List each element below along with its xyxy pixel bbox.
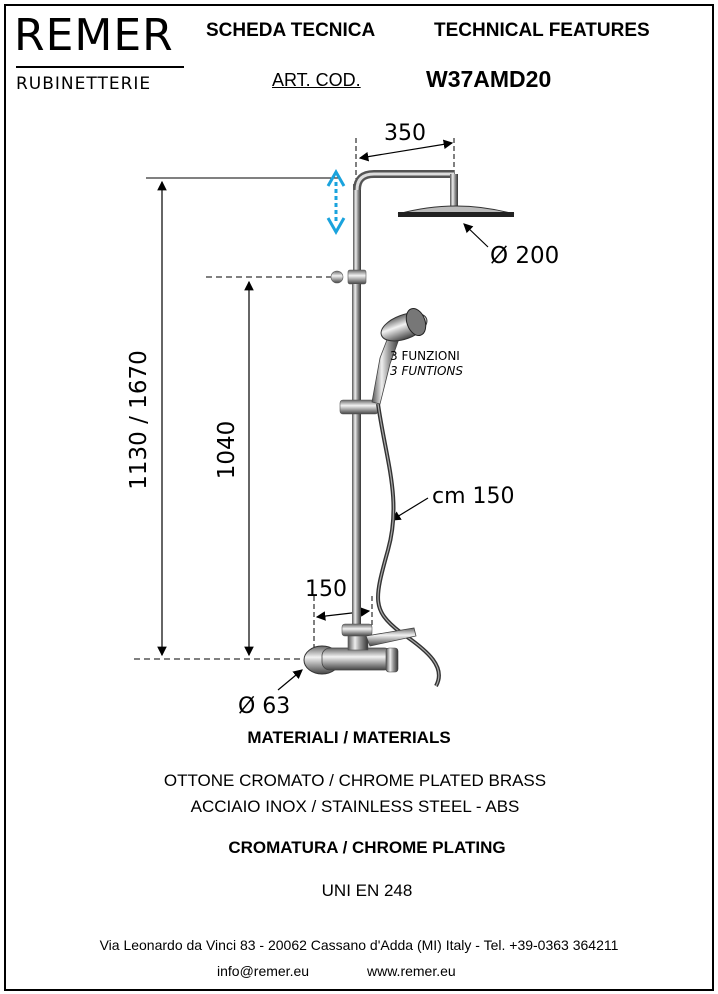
dim-line-mixer-offset	[317, 611, 369, 617]
materials-heading: MATERIALI / MATERIALS	[247, 728, 451, 747]
footer-email[interactable]: info@remer.eu	[217, 963, 310, 979]
dim-bar-height-label: 1040	[214, 420, 240, 480]
dim-head-diameter-label: Ø 200	[490, 243, 560, 269]
materials-line-2: ACCIAIO INOX / STAINLESS STEEL - ABS	[190, 797, 520, 816]
title-italian: SCHEDA TECNICA	[206, 20, 376, 41]
plating-heading: CROMATURA / CHROME PLATING	[228, 838, 506, 857]
dim-mixer-diameter-label: Ø 63	[238, 694, 291, 719]
materials-line-1: OTTONE CROMATO / CHROME PLATED BRASS	[163, 771, 547, 790]
leader-mixer-diameter	[278, 670, 302, 690]
art-code-value: W37AMD20	[426, 66, 552, 92]
standard-label: UNI EN 248	[321, 881, 413, 900]
dim-mixer-offset-label: 150	[305, 577, 347, 602]
functions-label-it: 3 FUNZIONI	[390, 349, 460, 363]
leader-hose	[392, 498, 428, 520]
leader-head-diameter	[464, 224, 488, 247]
title-english: TECHNICAL FEATURES	[434, 20, 650, 41]
footer-address: Via Leonardo da Vinci 83 - 20062 Cassano d'Adda (MI) Italy - Tel. +39-0363 364211	[99, 937, 619, 953]
footer-website[interactable]: www.remer.eu	[367, 963, 456, 979]
functions-label-en: 3 FUNTIONS	[390, 364, 464, 378]
dim-arm-width-label: 350	[384, 121, 426, 146]
brand-subtitle: RUBINETTERIE	[16, 74, 152, 94]
height-adjust-arrow-icon	[328, 172, 344, 232]
art-code-label: ART. COD.	[272, 70, 361, 90]
dim-hose-length-label: cm 150	[432, 484, 515, 509]
shower-column	[304, 174, 514, 686]
dim-total-height-label: 1130 / 1670	[126, 350, 152, 490]
brand-logo: REMER	[14, 10, 174, 61]
